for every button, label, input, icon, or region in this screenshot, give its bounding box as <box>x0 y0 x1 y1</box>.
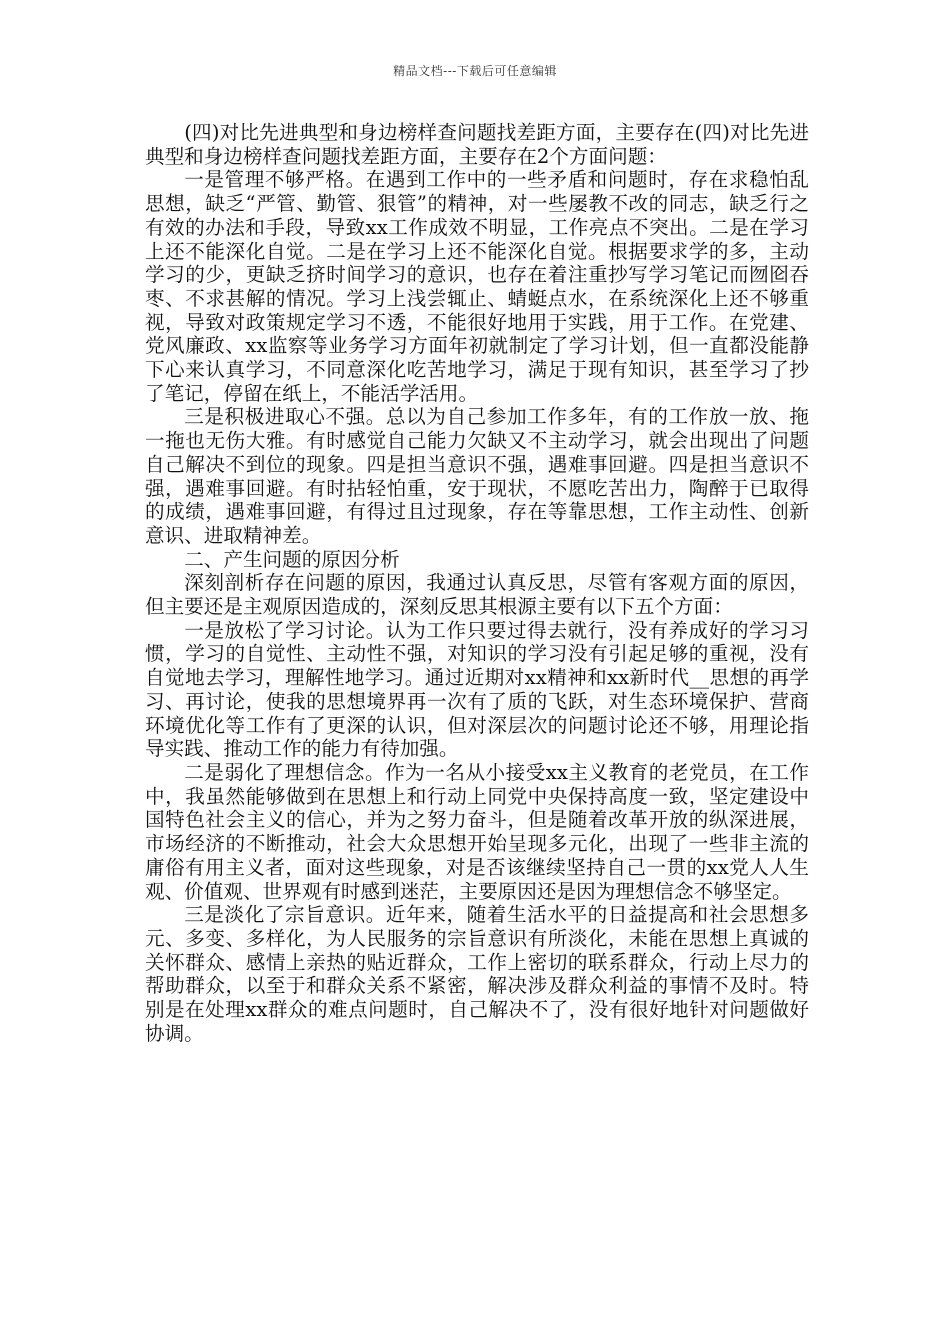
paragraph-purpose: 三是淡化了宗旨意识。近年来，随着生活水平的日益提高和社会思想多元、多变、多样化，为人民服务的宗旨意识有所淡化，未能在思想上真诚的关怀群众、感情上亲热的贴近群众，工作上密切的联系群众，行动上尽力的帮助群众，以至于和群众关系不紧密，解决涉及群众利益的事情不及时。特别是在处理xx群众的难点问题时，自己解决不了，没有很好地针对问题做好协调。 <box>145 903 809 1045</box>
section-heading-cause-analysis: 二、产生问题的原因分析 <box>184 547 400 571</box>
document-body <box>145 121 809 1045</box>
paragraph-cause-intro: 深刻剖析存在问题的原因，我通过认真反思，尽管有客观方面的原因，但主要还是主观原因造成的，深刻反思其根源主要有以下五个方面： <box>145 571 809 619</box>
paragraph-study: 一是放松了学习讨论。认为工作只要过得去就行，没有养成好的学习习惯，学习的自觉性、主动性不强，对知识的学习没有引起足够的重视，没有自觉地去学习，理解性地学习。通过近期对xx精神和xx新时代__思想的再学习、再讨论，使我的思想境界再一次有了质的飞跃，对生态环境保护、营商环境优化等工作有了更深的认识，但对深层次的问题讨论还不够，用理论指导实践、推动工作的能力有待加强。 <box>145 618 809 761</box>
paragraph-initiative: 三是积极进取心不强。总以为自己参加工作多年，有的工作放一放、拖一拖也无伤大雅。有时感觉自己能力欠缺又不主动学习，就会出现出了问题自己解决不到位的现象。四是担当意识不强，遇难事回避。四是担当意识不强，遇难事回避。有时拈轻怕重，安于现状，不愿吃苦出力，陶醉于已取得的成绩，遇难事回避，有得过且过现象，存在等靠思想，工作主动性、创新意识、进取精神差。 <box>145 405 809 547</box>
page-header: 精品文档---下载后可任意编辑 <box>393 64 557 78</box>
paragraph-section-four: (四)对比先进典型和身边榜样查问题找差距方面，主要存在(四)对比先进典型和身边榜样查问题找差距方面，主要存在2个方面问题： <box>145 121 809 168</box>
paragraph-ideals: 二是弱化了理想信念。作为一名从小接受xx主义教育的老党员，在工作中，我虽然能够做到在思想上和行动上同党中央保持高度一致，坚定建设中国特色社会主义的信心，并为之努力奋斗，但是随着改革开放的纵深进展，市场经济的不断推动，社会大众思想开始呈现多元化，出现了一些非主流的庸俗有用主义者，面对这些现象，对是否该继续坚持自己一贯的xx党人人生观、价值观、世界观有时感到迷茫，主要原因还是因为理想信念不够坚定。 <box>145 760 809 903</box>
paragraph-management: 一是管理不够严格。在遇到工作中的一些矛盾和问题时，存在求稳怕乱思想，缺乏“严管、勤管、狠管”的精神，对一些屡教不改的同志，缺乏行之有效的办法和手段，导致xx工作成效不明显，工作亮点不突出。二是在学习上还不能深化自觉。二是在学习上还不能深化自觉。根据要求学的多，主动学习的少，更缺乏挤时间学习的意识，也存在着注重抄写学习笔记而囫囵吞枣、不求甚解的情况。学习上浅尝辄止、蜻蜓点水，在系统深化上还不够重视，导致对政策规定学习不透，不能很好地用于实践，用于工作。在党建、党风廉政、xx监察等业务学习方面年初就制定了学习计划，但一直都没能静下心来认真学习，不同意深化吃苦地学习，满足于现有知识，甚至学习了抄了笔记，停留在纸上，不能活学活用。 <box>145 168 809 405</box>
